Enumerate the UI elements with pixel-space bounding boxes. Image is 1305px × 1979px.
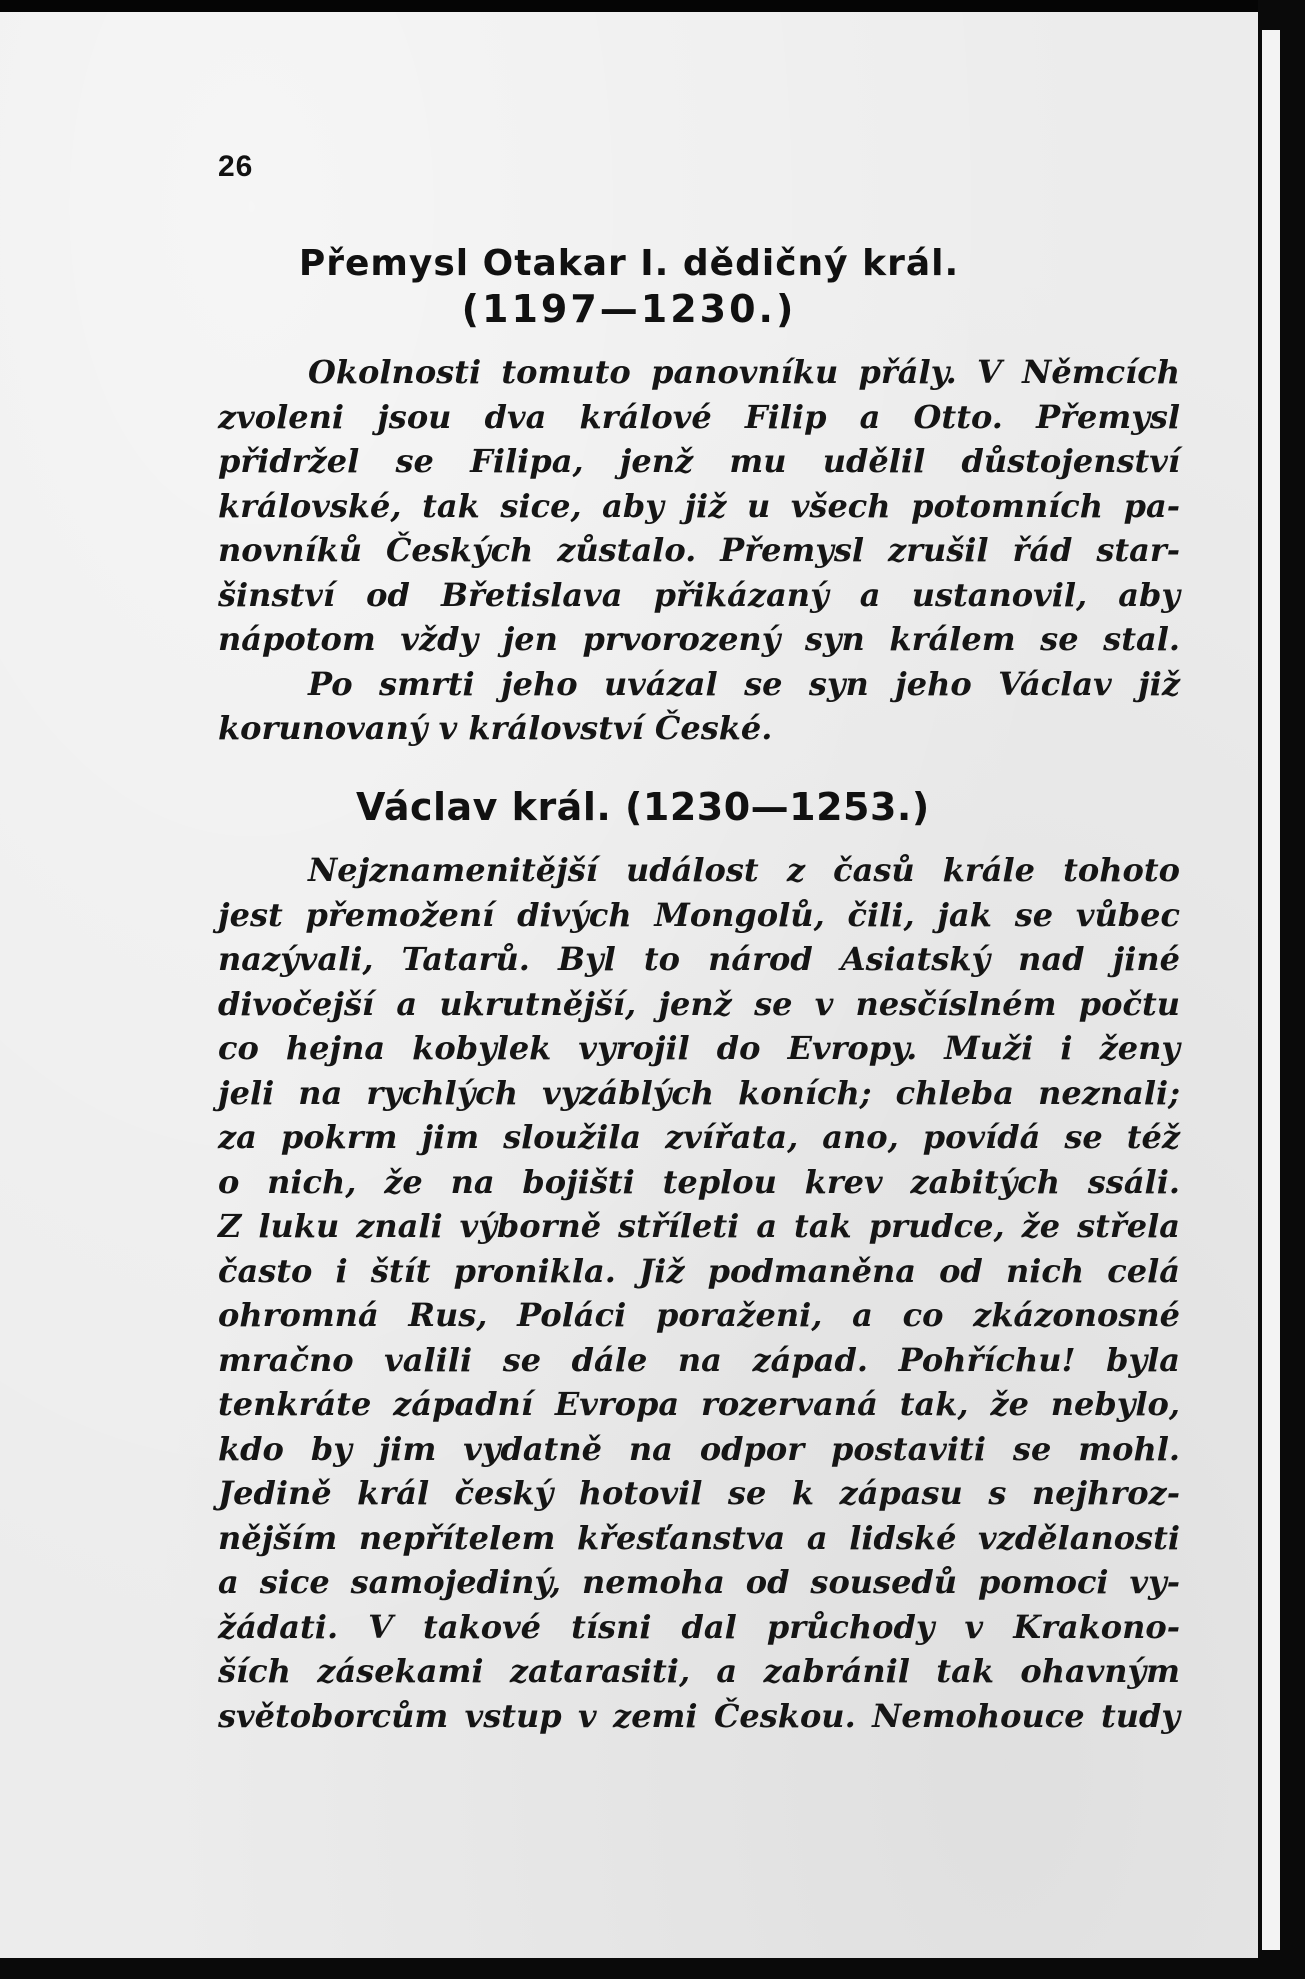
section2-title: Václav král. (1230—1253.) xyxy=(356,785,930,829)
section1-years: (1197—1230.) xyxy=(461,287,797,331)
text-line: co hejna kobylek vyrojil do Evropy. Muži i ženy xyxy=(218,1029,1180,1067)
text-line: Z luku znali výborně stříleti a tak prudce, že střela xyxy=(218,1207,1180,1245)
text-line: světoborcům vstup v zemi Českou. Nemohouce tudy xyxy=(218,1696,1180,1735)
text-line: korunovaný v království České. xyxy=(218,709,773,747)
text-line: Okolnosti tomuto panovníku přály. V Němcích xyxy=(308,353,1180,391)
text-line: Jedině král český hotovil se k zápasu s nejhroz- xyxy=(218,1474,1180,1512)
text-line: za pokrm jim sloužila zvířata, ano, povídá se též xyxy=(218,1118,1180,1156)
text-line: jest přemožení divých Mongolů, čili, jak se vůbec xyxy=(218,895,1180,934)
text-line: královské, tak sice, aby již u všech potomních pa- xyxy=(218,486,1180,525)
text-line: Po smrti jeho uvázal se syn jeho Václav již xyxy=(308,664,1180,703)
text-line: nazývali, Tatarů. Byl to národ Asiatský nad jiné xyxy=(218,940,1180,978)
next-page-edge xyxy=(1262,30,1280,1950)
text-line: žádati. V takové tísni dal průchody v Krakono- xyxy=(218,1607,1180,1646)
text-line: tenkráte západní Evropa rozervaná tak, že nebylo, xyxy=(218,1385,1180,1423)
text-line: šinství od Břetislava přikázaný a ustanovil, aby xyxy=(218,575,1180,614)
text-line: nápotom vždy jen prvorozený syn králem se stal. xyxy=(218,620,1180,658)
scan-border-bottom xyxy=(0,1958,1305,1979)
text-line: nějším nepřítelem křesťanstva a lidské vzdělanosti xyxy=(218,1518,1180,1557)
text-line: novníků Českých zůstalo. Přemysl zrušil řád star- xyxy=(218,531,1180,569)
section2-paragraph xyxy=(218,848,1180,1738)
text-line: jeli na rychlých vyzáblých koních; chleba neznali; xyxy=(218,1073,1180,1112)
text-line: mračno valili se dále na západ. Pohříchu! byla xyxy=(218,1340,1180,1379)
text-line: Nejznamenitější událost z časů krále tohoto xyxy=(308,851,1180,889)
section1-paragraph xyxy=(218,350,1180,751)
text-line: ohromná Rus, Poláci poraženi, a co zkázonosné xyxy=(218,1296,1180,1334)
page-number: 26 xyxy=(218,150,254,183)
text-line: přidržel se Filipa, jenž mu udělil důstojenství xyxy=(218,442,1180,480)
text-line: kdo by jim vydatně na odpor postaviti se mohl. xyxy=(218,1429,1180,1468)
section1-title: Přemysl Otakar I. dědičný král. xyxy=(298,243,960,284)
text-line: zvoleni jsou dva králové Filip a Otto. Přemysl xyxy=(218,397,1180,436)
text-line: ších zásekami zatarasiti, a zabránil tak ohavným xyxy=(218,1652,1180,1690)
text-line: divočejší a ukrutnější, jenž se v nesčíslném počtu xyxy=(218,984,1180,1023)
text-line: často i štít pronikla. Již podmaněna od nich celá xyxy=(218,1251,1180,1290)
text-line: o nich, že na bojišti teplou krev zabitých ssáli. xyxy=(218,1162,1180,1201)
text-line: a sice samojediný, nemoha od sousedů pomoci vy- xyxy=(218,1563,1180,1601)
